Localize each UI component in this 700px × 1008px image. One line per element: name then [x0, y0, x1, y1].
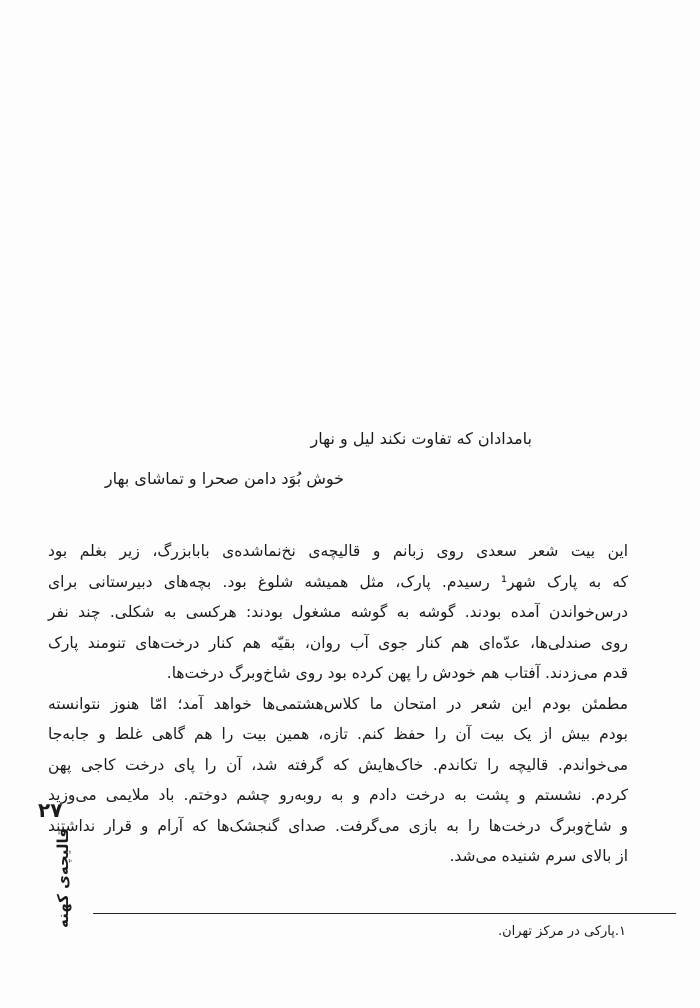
text-line: می‌خواندم. قالیچه را تکاندم. خاک‌هایش که گرفته شد، آن را پای درخت کاجی پهن — [48, 755, 628, 774]
footnote: ۱.پارکی در مرکز تهران. — [497, 924, 626, 939]
page-margin — [30, 798, 70, 968]
text-line: این بیت شعر سعدی روی زبانم و قالیچه‌ی نخ‌نماشده‌ی بابابزرگ، زیر بغلم بود — [48, 542, 628, 560]
text-line: قدم می‌زدند. آفتاب هم خودش را پهن کرده بود روی شاخ‌وبرگ درخت‌ها. — [166, 664, 628, 682]
poem-verse-1: بامدادان که تفاوت نکند لیل و نهار — [310, 429, 532, 448]
text-line: از بالای سرم شنیده می‌شد. — [449, 847, 628, 865]
text-line: روی صندلی‌ها، عدّه‌ای هم کنار جوی آب روان، بقیّه هم کنار درخت‌های تنومند پارک — [48, 633, 628, 652]
text-line: بودم بیش از یک بیت آن را حفظ کنم. تازه، همین بیت را هم گاهی غلط و جابه‌جا — [48, 725, 628, 743]
footnote-divider — [93, 913, 676, 914]
text-line: و شاخ‌وبرگ درخت‌ها را به بازی می‌گرفت. صدای گنجشک‌ها که آرام و قرار نداشتند — [48, 816, 628, 835]
poem-verse-2: خوش بُوَد دامن صحرا و تماشای بهار — [104, 469, 344, 488]
text-line: که به پارک شهر¹ رسیدم. پارک، مثل همیشه شلوغ بود. بچه‌های دبیرستانی برای — [48, 572, 628, 591]
text-line: مطمئن بودم این شعر در امتحان ما کلاس‌هشتمی‌ها خواهد آمد؛ امّا هنوز نتوانسته — [48, 694, 628, 713]
running-title: قالیچه‌ی کهنه — [54, 828, 72, 928]
page-number: ۲۷ — [38, 798, 63, 822]
paragraph-2 — [48, 689, 628, 872]
text-line: کردم. نشستم و پشت به درخت دادم و به روبه‌رو چشم دوختم. باد ملایمی می‌وزید — [48, 786, 628, 804]
paragraph-1 — [48, 536, 628, 689]
text-line: درس‌خواندن آمده بودند. گوشه به گوشه مشغول بودند: هرکسی به شکلی. چند نفر — [48, 603, 628, 621]
body-text — [48, 536, 628, 872]
